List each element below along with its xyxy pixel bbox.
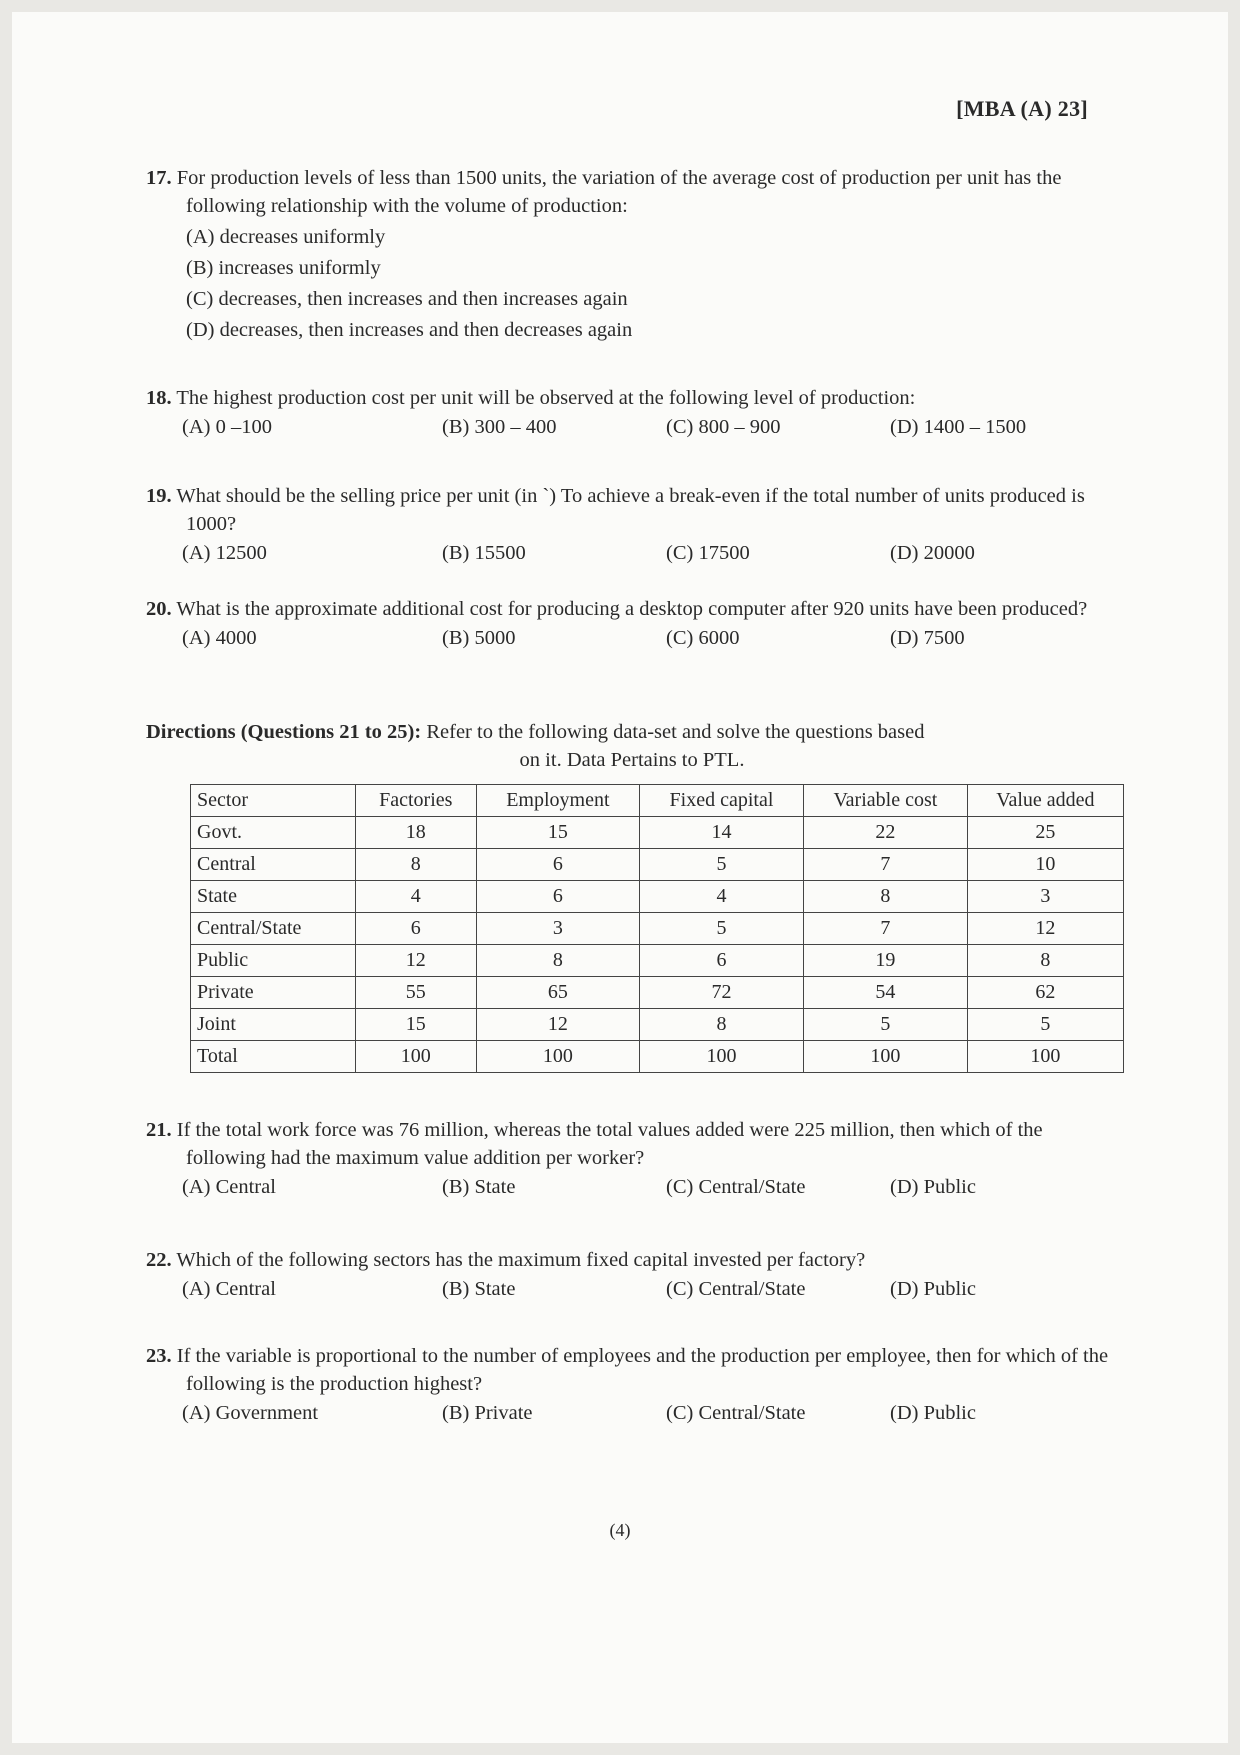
table-cell: 4 — [355, 881, 476, 913]
question-text: For production levels of less than 1500 units, the variation of the average cost of production per unit has the following relationship with the volume of production: — [176, 167, 1062, 217]
table-cell: 6 — [639, 945, 803, 977]
question-text: If the variable is proportional to the number of employees and the production per employee, then for which of the following is the production highest? — [176, 1345, 1109, 1395]
question-number: 18. — [146, 387, 172, 409]
table-cell: 54 — [803, 977, 967, 1009]
question-text: If the total work force was 76 million, whereas the total values added were 225 million, then which of the following had the maximum value addition per worker? — [176, 1119, 1043, 1169]
option-c: (C) 17500 — [666, 542, 750, 564]
option-d: (D) 1400 – 1500 — [890, 416, 1027, 438]
question-19 — [146, 482, 1118, 569]
table-cell: 100 — [967, 1041, 1123, 1073]
table-cell: 5 — [639, 913, 803, 945]
option-c: (C) Central/State — [666, 1176, 806, 1198]
table-cell: 4 — [639, 881, 803, 913]
table-cell: 3 — [967, 881, 1123, 913]
options-row — [146, 539, 1118, 569]
question-20 — [146, 595, 1118, 654]
table-row — [191, 881, 1124, 913]
column-header: Employment — [476, 785, 639, 817]
question-text: The highest production cost per unit will be observed at the following level of production: — [176, 387, 916, 409]
table-cell: 100 — [803, 1041, 967, 1073]
question-number: 19. — [146, 485, 172, 507]
option-b: (B) State — [442, 1278, 516, 1300]
table-cell: Central/State — [191, 913, 356, 945]
options-list — [146, 223, 1118, 344]
table-cell: 8 — [967, 945, 1123, 977]
option-c: (C) 800 – 900 — [666, 416, 781, 438]
table-cell: Govt. — [191, 817, 356, 849]
option-c: (C) 6000 — [666, 627, 740, 649]
column-header: Variable cost — [803, 785, 967, 817]
options-row — [146, 1399, 1118, 1429]
options-row — [146, 624, 1118, 654]
table-cell: 12 — [967, 913, 1123, 945]
option-a: (A) Central — [182, 1278, 276, 1300]
question-number: 17. — [146, 167, 172, 189]
table-cell: 62 — [967, 977, 1123, 1009]
table-cell: 25 — [967, 817, 1123, 849]
directions-label: Directions (Questions 21 to 25): — [146, 721, 422, 743]
directions — [146, 718, 1118, 774]
option-d: (D) Public — [890, 1402, 976, 1424]
column-header: Fixed capital — [639, 785, 803, 817]
option-c: (C) Central/State — [666, 1278, 806, 1300]
table-cell: Joint — [191, 1009, 356, 1041]
table-row — [191, 1041, 1124, 1073]
table-cell: 15 — [355, 1009, 476, 1041]
options-row — [146, 1173, 1118, 1203]
table-cell: 8 — [803, 881, 967, 913]
table-cell: Private — [191, 977, 356, 1009]
table-cell: 8 — [476, 945, 639, 977]
option-d: (D) 20000 — [890, 542, 975, 564]
options-row — [146, 1275, 1118, 1305]
table-cell: 100 — [476, 1041, 639, 1073]
table-cell: 14 — [639, 817, 803, 849]
option-b: (B) Private — [442, 1402, 533, 1424]
table-cell: 72 — [639, 977, 803, 1009]
exam-page — [12, 12, 1228, 1743]
table-cell: 6 — [355, 913, 476, 945]
table-cell: 7 — [803, 849, 967, 881]
table-cell: 12 — [476, 1009, 639, 1041]
table-cell: 3 — [476, 913, 639, 945]
column-header: Factories — [355, 785, 476, 817]
table-cell: 100 — [639, 1041, 803, 1073]
table-cell: 8 — [639, 1009, 803, 1041]
data-table — [190, 784, 1124, 1073]
option-a: (A) 4000 — [182, 627, 257, 649]
directions-text: Refer to the following data-set and solve the questions based — [426, 721, 925, 743]
option-a: (A) decreases uniformly — [186, 226, 386, 248]
option-d: (D) Public — [890, 1176, 976, 1198]
table-header-row — [191, 785, 1124, 817]
table-cell: 10 — [967, 849, 1123, 881]
page-number: (4) — [609, 1520, 631, 1540]
table-cell: 22 — [803, 817, 967, 849]
table-cell: 7 — [803, 913, 967, 945]
question-text: What should be the selling price per unit (in `) To achieve a break-even if the total number of units produced is 1000? — [176, 485, 1085, 535]
table-cell: 65 — [476, 977, 639, 1009]
table-cell: 6 — [476, 849, 639, 881]
option-b: (B) increases uniformly — [186, 257, 381, 279]
question-text: Which of the following sectors has the maximum fixed capital invested per factory? — [176, 1249, 866, 1271]
directions-text-continued: on it. Data Pertains to PTL. — [519, 749, 745, 771]
table-row — [191, 977, 1124, 1009]
option-d: (D) 7500 — [890, 627, 965, 649]
table-cell: Central — [191, 849, 356, 881]
option-d: (D) decreases, then increases and then decreases again — [186, 319, 633, 341]
table-row — [191, 849, 1124, 881]
table-cell: 12 — [355, 945, 476, 977]
option-b: (B) State — [442, 1176, 516, 1198]
column-header: Value added — [967, 785, 1123, 817]
option-a: (A) 0 –100 — [182, 416, 272, 438]
table-cell: 55 — [355, 977, 476, 1009]
table-cell: 5 — [967, 1009, 1123, 1041]
table-cell: 5 — [639, 849, 803, 881]
question-22 — [146, 1246, 1118, 1305]
option-b: (B) 15500 — [442, 542, 526, 564]
table-cell: 100 — [355, 1041, 476, 1073]
table-cell: 8 — [355, 849, 476, 881]
question-number: 23. — [146, 1345, 172, 1367]
column-header: Sector — [191, 785, 356, 817]
option-a: (A) Central — [182, 1176, 276, 1198]
table-cell: 6 — [476, 881, 639, 913]
question-number: 21. — [146, 1119, 172, 1141]
table-row — [191, 1009, 1124, 1041]
option-d: (D) Public — [890, 1278, 976, 1300]
table-row — [191, 817, 1124, 849]
option-a: (A) Government — [182, 1402, 319, 1424]
question-number: 20. — [146, 598, 172, 620]
table-cell: Total — [191, 1041, 356, 1073]
question-text: What is the approximate additional cost for producing a desktop computer after 920 units have been produced? — [176, 598, 1088, 620]
table-cell: 18 — [355, 817, 476, 849]
question-17 — [146, 164, 1118, 344]
table-cell: Public — [191, 945, 356, 977]
option-b: (B) 300 – 400 — [442, 416, 557, 438]
table-row — [191, 945, 1124, 977]
question-23 — [146, 1342, 1118, 1429]
table-cell: 5 — [803, 1009, 967, 1041]
table-row — [191, 913, 1124, 945]
option-c: (C) Central/State — [666, 1402, 806, 1424]
table-cell: State — [191, 881, 356, 913]
question-18 — [146, 384, 1118, 443]
table-cell: 15 — [476, 817, 639, 849]
question-number: 22. — [146, 1249, 172, 1271]
option-b: (B) 5000 — [442, 627, 516, 649]
option-a: (A) 12500 — [182, 542, 267, 564]
question-21 — [146, 1116, 1118, 1203]
table-cell: 19 — [803, 945, 967, 977]
options-row — [146, 413, 1118, 443]
paper-code: [MBA (A) 23] — [956, 96, 1088, 121]
option-c: (C) decreases, then increases and then increases again — [186, 288, 628, 310]
